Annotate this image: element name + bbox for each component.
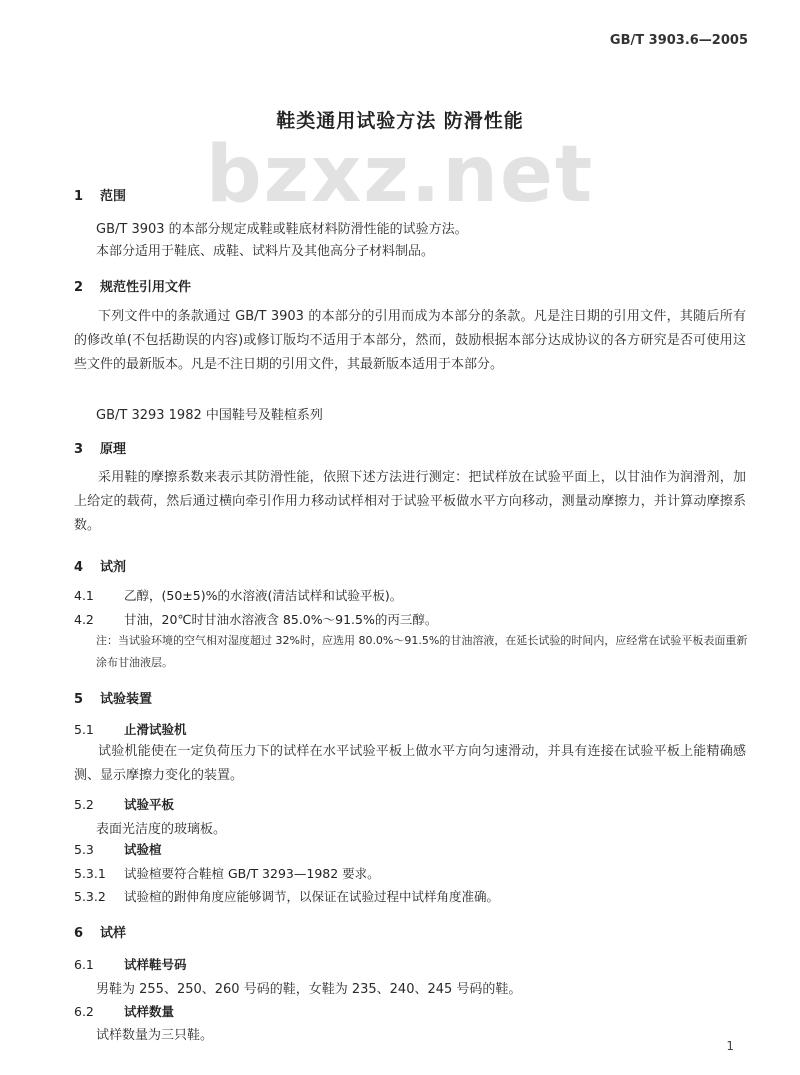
specimen-6-2-text: 试样数量为三只鞋。 [96, 1028, 214, 1043]
apparatus-5-2-text: 表面光洁度的玻璃板。 [96, 822, 227, 837]
item-number: 5.3.1 [74, 866, 106, 881]
watermark: bzxz.net [205, 130, 595, 220]
item-title: 试验平板 [124, 797, 175, 812]
section-title: 范围 [100, 189, 127, 204]
section-title: 试剂 [100, 560, 127, 575]
section-3-paragraph: 采用鞋的摩擦系数来表示其防滑性能，依照下述方法进行测定：把试样放在试验平面上，以甘油作为润滑剂，加上给定的载荷，然后通过横向牵引作用力移动试样相对于试验平板做水平方向移动，测量动摩擦力，并计算动摩擦系数。 [74, 470, 746, 533]
section-5-heading [74, 688, 152, 707]
item-title: 试样数量 [124, 1004, 175, 1019]
section-1-heading [74, 185, 126, 204]
section-2-heading [74, 276, 191, 295]
section-number: 4 [74, 560, 84, 575]
section-title: 规范性引用文件 [100, 280, 192, 295]
section-1-paragraph-1: GB/T 3903 的本部分规定成鞋或鞋底材料防滑性能的试验方法。 [96, 222, 468, 237]
section-4-heading [74, 556, 126, 575]
item-title: 止滑试验机 [124, 722, 187, 737]
item-number: 4.2 [74, 612, 94, 627]
reagent-4-2 [74, 610, 437, 628]
item-number: 5.3 [74, 842, 94, 857]
apparatus-5-2-heading [74, 795, 174, 813]
apparatus-5-3-heading [74, 840, 162, 858]
apparatus-5-1-heading [74, 720, 187, 738]
item-text: 甘油，20℃时甘油水溶液含 85.0%～91.5%的丙三醇。 [124, 612, 438, 627]
item-number: 5.1 [74, 722, 94, 737]
item-number: 5.3.2 [74, 889, 106, 904]
specimen-6-1-heading [74, 955, 187, 973]
section-number: 6 [74, 926, 84, 941]
page-number: 1 [726, 1039, 734, 1053]
item-title: 试验楦 [124, 842, 162, 857]
item-number: 6.2 [74, 1004, 94, 1019]
section-title: 试验装置 [100, 692, 153, 707]
section-6-heading [74, 922, 126, 941]
apparatus-5-1-text: 试验机能使在一定负荷压力下的试样在水平试验平板上做水平方向匀速滑动，并具有连接在试验平板上能精确感测、显示摩擦力变化的装置。 [74, 744, 746, 783]
section-number: 5 [74, 692, 84, 707]
item-number: 5.2 [74, 797, 94, 812]
section-title: 试样 [100, 926, 127, 941]
reagent-note: 注：当试验环境的空气相对湿度超过 32%时，应选用 80.0%～91.5%的甘油溶液，在延长试验的时间内，应经常在试验平板表面重新涂布甘油液层。 [96, 634, 748, 669]
apparatus-5-3-2 [74, 887, 499, 905]
section-3-heading [74, 438, 126, 457]
section-1-paragraph-2: 本部分适用于鞋底、成鞋、试料片及其他高分子材料制品。 [96, 244, 435, 259]
item-number: 4.1 [74, 588, 94, 603]
section-title: 原理 [100, 442, 127, 457]
item-text: 乙醇，(50±5)%的水溶液(清洁试样和试验平板)。 [124, 588, 403, 603]
reagent-4-1 [74, 586, 402, 604]
item-text: 试验楦要符合鞋楦 GB/T 3293—1982 要求。 [124, 866, 380, 881]
standard-code: GB/T 3903.6—2005 [609, 33, 748, 48]
specimen-6-2-heading [74, 1002, 174, 1020]
specimen-6-1-text: 男鞋为 255、250、260 号码的鞋，女鞋为 235、240、245 号码的鞋。 [96, 982, 522, 997]
item-text: 试验楦的跗伸角度应能够调节，以保证在试验过程中试样角度准确。 [124, 889, 500, 904]
section-number: 3 [74, 442, 84, 457]
section-2-reference: GB/T 3293 1982 中国鞋号及鞋楦系列 [96, 408, 323, 423]
apparatus-5-3-1 [74, 864, 380, 882]
document-title: 鞋类通用试验方法 防滑性能 [276, 110, 524, 132]
item-number: 6.1 [74, 957, 94, 972]
section-2-paragraph: 下列文件中的条款通过 GB/T 3903 的本部分的引用而成为本部分的条款。凡是注日期的引用文件，其随后所有的修改单(不包括勘误的内容)或修订版均不适用于本部分，然而，鼓励根据本部分达成协议的各方研究是否可使用这些文件的最新版本。凡是不注日期的引用文件，其最新版本适用于本部分。 [74, 309, 746, 372]
section-number: 1 [74, 189, 84, 204]
section-number: 2 [74, 280, 84, 295]
item-title: 试样鞋号码 [124, 957, 187, 972]
